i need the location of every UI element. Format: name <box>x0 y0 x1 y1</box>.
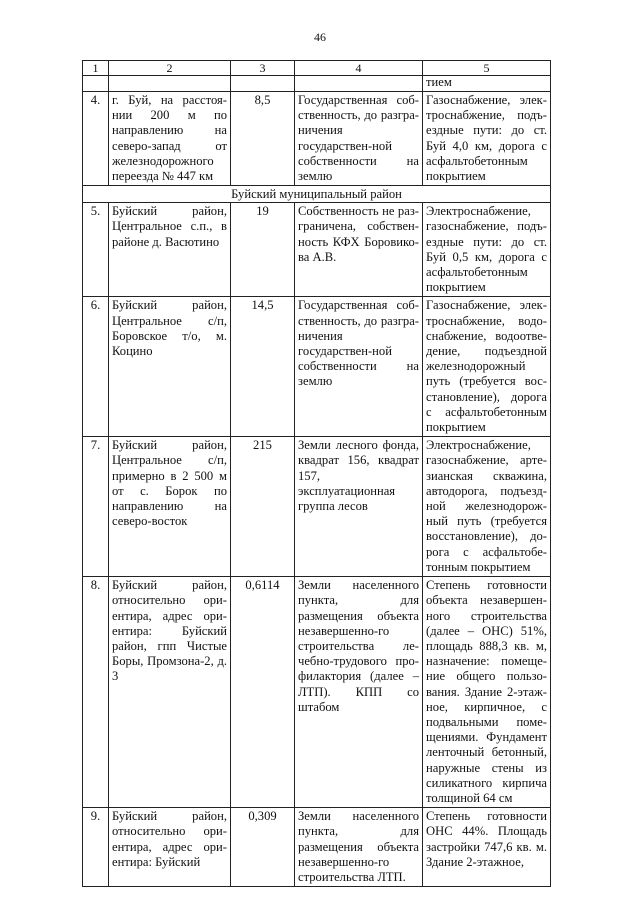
continuation-cell <box>109 76 231 92</box>
continuation-text: тием <box>423 76 551 92</box>
continuation-cell <box>295 76 423 92</box>
row-number: 8. <box>83 577 109 808</box>
ownership-cell: Земли населенного пункта, для размещения объекта незавершенно-го строительства ле-чебно-трудового про-филактория (далее – ЛТП). КПП со штабом <box>295 577 423 808</box>
continuation-row <box>83 76 551 92</box>
location-cell: Буйский район, Центральное с/п, примерно в 2 500 м от с. Борок по направлению на северо-восток <box>109 437 231 577</box>
location-cell: Буйский район, Центральное с.п., в районе д. Васютино <box>109 203 231 297</box>
section-header-row <box>83 186 551 203</box>
column-number: 2 <box>109 61 231 76</box>
infrastructure-cell: Газоснабжение, элек-троснабжение, водо-снабжение, водоотве-дение, подъездной железнодорожный путь (требуется вос-становление), дорога с асфальтобетонным покрытием <box>423 297 551 437</box>
row-number: 7. <box>83 437 109 577</box>
continuation-cell <box>231 76 295 92</box>
row-number: 4. <box>83 92 109 186</box>
table-row <box>83 437 551 577</box>
infrastructure-cell: Степень готовности ОНС 44%. Площадь застройки 747,6 кв. м. Здание 2-этажное, <box>423 808 551 887</box>
ownership-cell: Земли населенного пункта, для размещения объекта незавершенно-го строительства ЛТП. <box>295 808 423 887</box>
row-number: 5. <box>83 203 109 297</box>
ownership-cell: Земли лесного фонда, квадрат 156, квадрат 157, эксплуатационная группа лесов <box>295 437 423 577</box>
column-number: 4 <box>295 61 423 76</box>
table-row <box>83 203 551 297</box>
column-number-row <box>83 61 551 76</box>
infrastructure-cell: Электроснабжение, газоснабжение, арте-зианская скважина, автодорога, подъезд-ной железнодорож-ный путь (требуется восстановление), до-рога с асфальтобе-тонным покрытием <box>423 437 551 577</box>
table-row <box>83 808 551 887</box>
area-cell: 19 <box>231 203 295 297</box>
area-cell: 0,6114 <box>231 577 295 808</box>
ownership-cell: Собственность не раз-граничена, собствен-ность КФХ Боровико-ва А.В. <box>295 203 423 297</box>
section-title: Буйский муниципальный район <box>83 186 551 203</box>
table-row <box>83 577 551 808</box>
ownership-cell: Государственная соб-ственность, до разгра-ничения государствен-ной собственности на землю <box>295 297 423 437</box>
area-cell: 215 <box>231 437 295 577</box>
land-plots-table <box>82 60 551 887</box>
location-cell: Буйский район, Центральное с/п, Боровское т/о, м. Коцино <box>109 297 231 437</box>
column-number: 3 <box>231 61 295 76</box>
location-cell: Буйский район, относительно ори-ентира, адрес ори-ентира: Буйский район, гпп Чистые Боры, Промзона-2, д. 3 <box>109 577 231 808</box>
location-cell: Буйский район, относительно ори-ентира, адрес ори-ентира: Буйский <box>109 808 231 887</box>
continuation-cell <box>83 76 109 92</box>
infrastructure-cell: Электроснабжение, газоснабжение, подъ-ездные пути: до ст. Буй 0,5 км, дорога с асфальтобетонным покрытием <box>423 203 551 297</box>
column-number: 5 <box>423 61 551 76</box>
area-cell: 0,309 <box>231 808 295 887</box>
area-cell: 14,5 <box>231 297 295 437</box>
page-number: 46 <box>314 30 326 44</box>
row-number: 6. <box>83 297 109 437</box>
infrastructure-cell: Газоснабжение, элек-троснабжение, подъ-ездные пути: до ст. Буй 4,0 км, дорога с асфальтобетонным покрытием <box>423 92 551 186</box>
table-row <box>83 92 551 186</box>
area-cell: 8,5 <box>231 92 295 186</box>
ownership-cell: Государственная соб-ственность, до разгра-ничения государствен-ной собственности на землю <box>295 92 423 186</box>
table-row <box>83 297 551 437</box>
location-cell: г. Буй, на расстоя-нии 200 м по направлению на северо-запад от железнодорожного переезда № 447 км <box>109 92 231 186</box>
infrastructure-cell: Степень готовности объекта незавершен-ного строительства (далее – ОНС) 51%, площадь 888,3 кв. м, назначение: помеще-ние общего пользо-вания. Здание 2-этаж-ное, кирпичное, с подвальными поме-щениями. Фундамент ленточный бетонный, наружные стены из силикатного кирпича толщиной 64 см <box>423 577 551 808</box>
row-number: 9. <box>83 808 109 887</box>
column-number: 1 <box>83 61 109 76</box>
